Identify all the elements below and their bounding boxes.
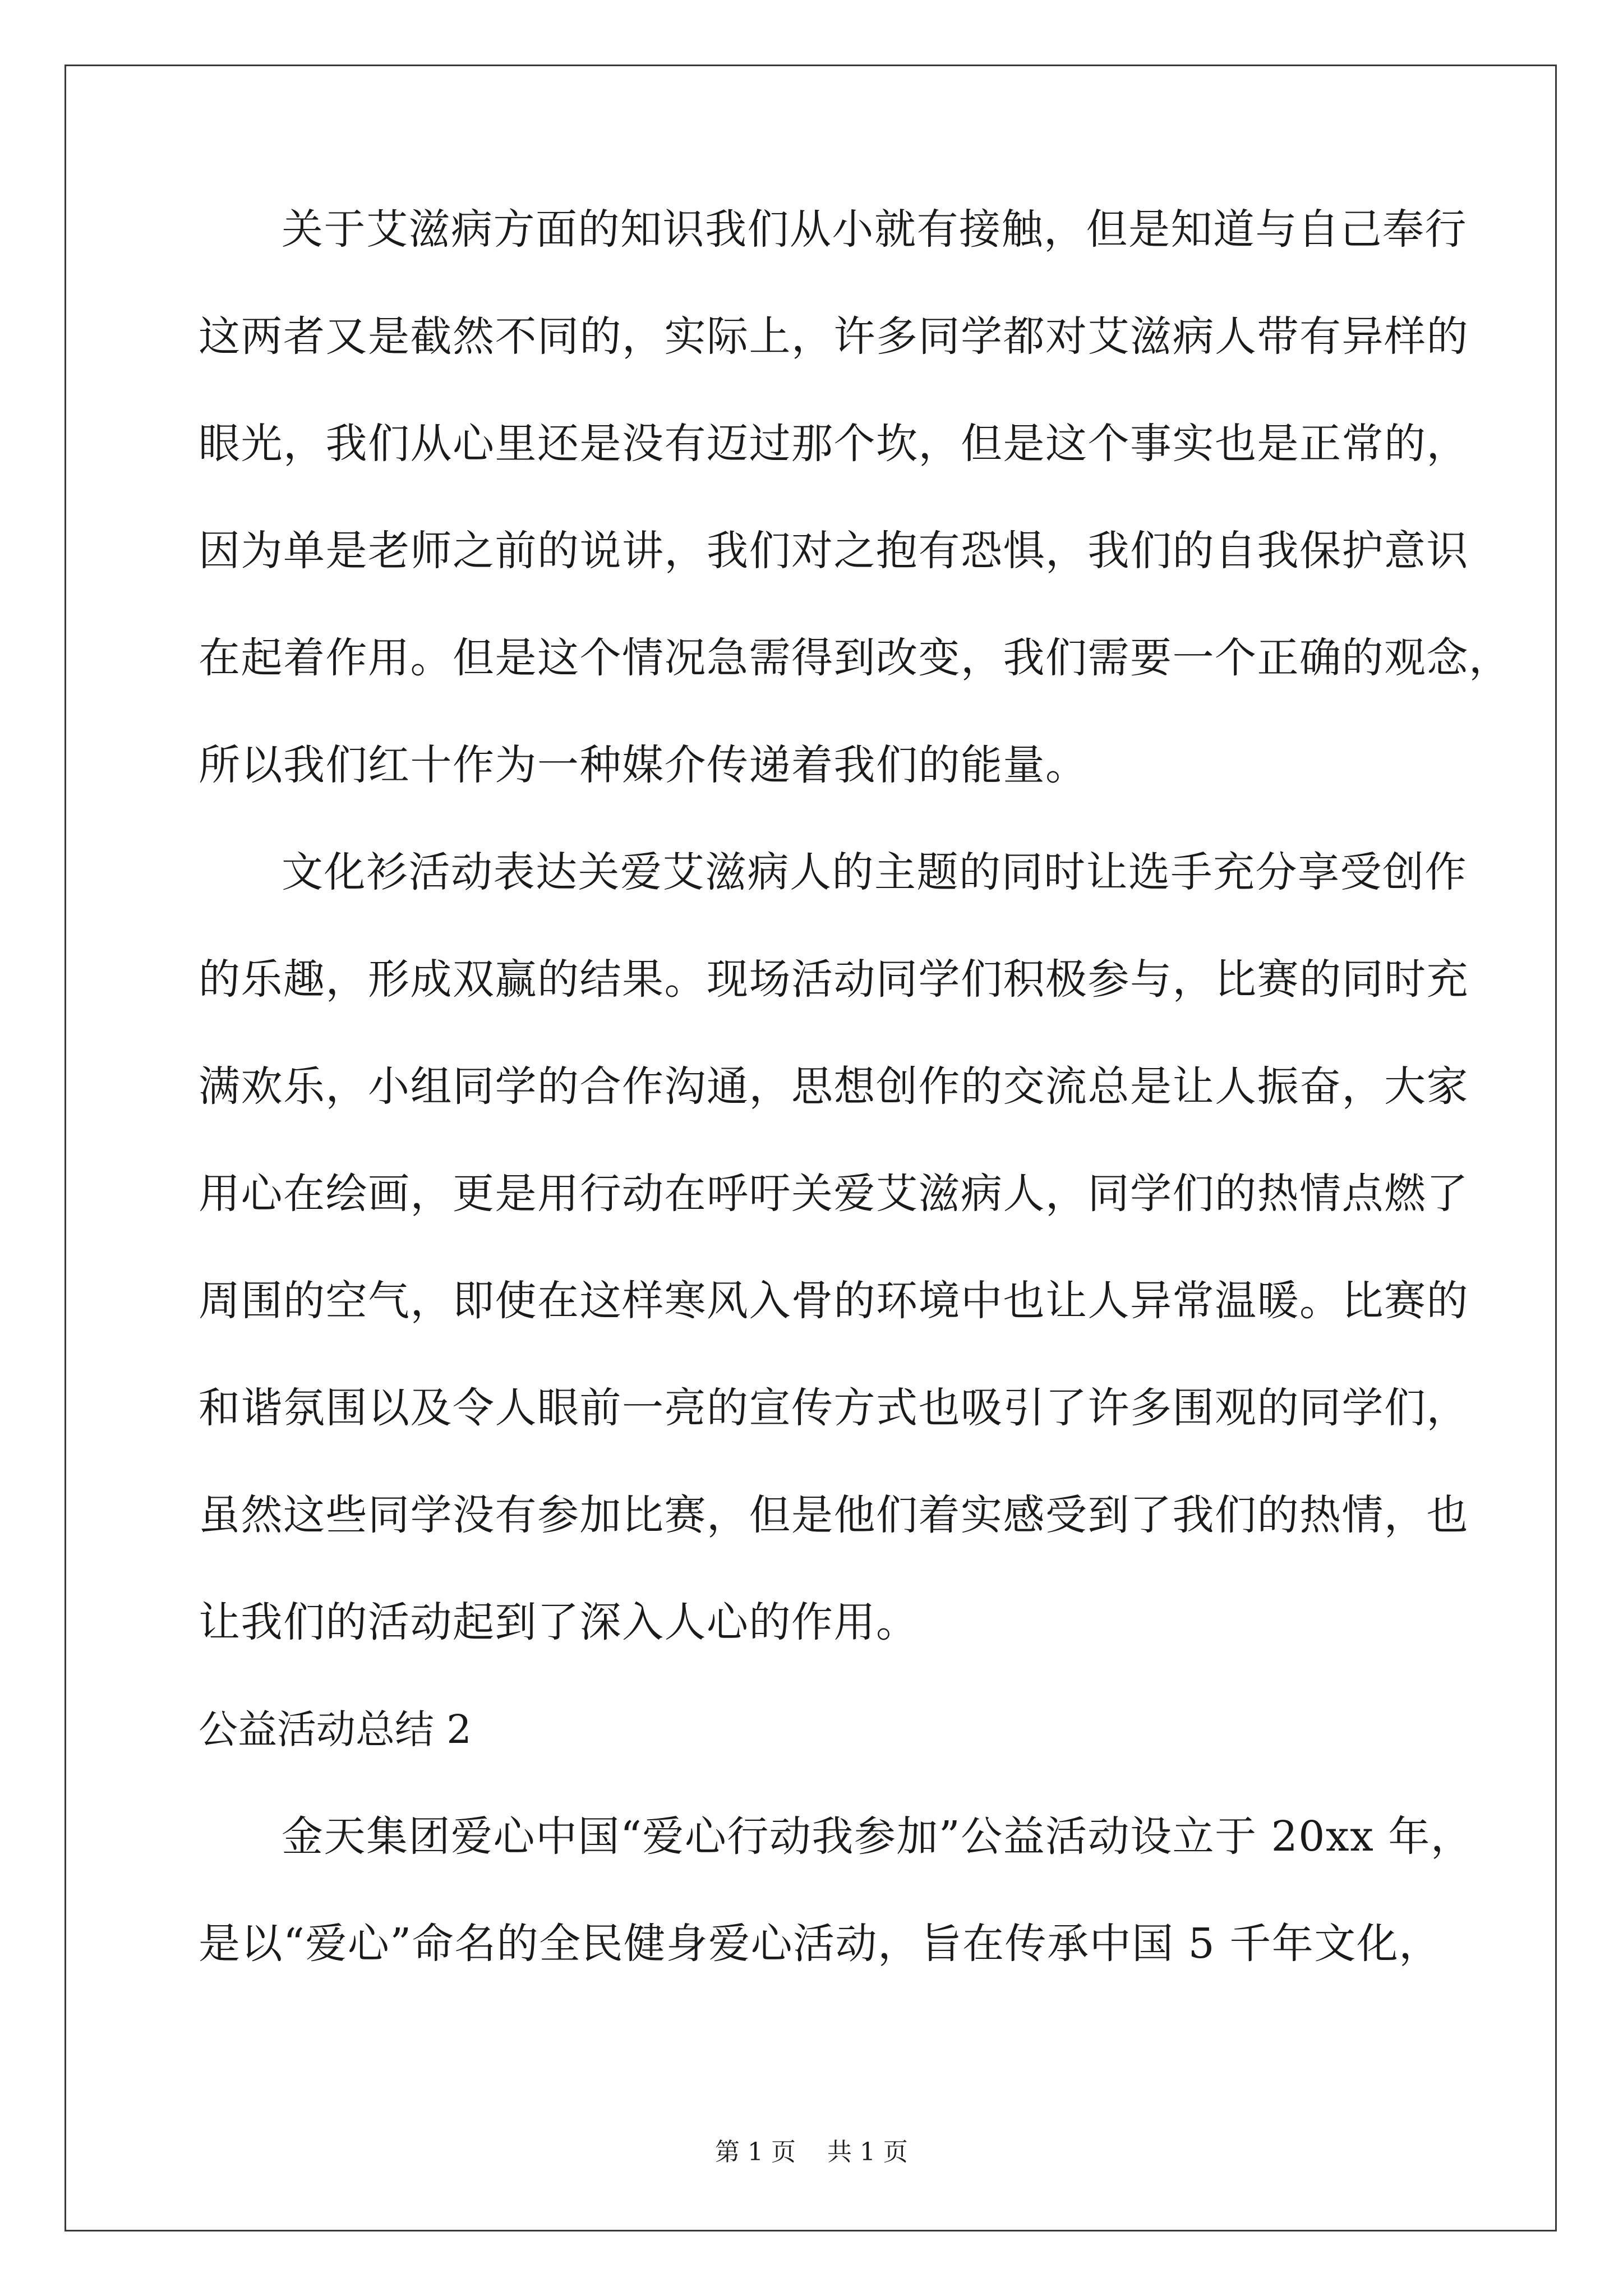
paragraph-1-line-3: 眼光，我们从心里还是没有迈过那个坎，但是这个事实也是正常的， (199, 420, 1469, 468)
section-heading: 公益活动总结 2 (199, 1706, 472, 1752)
paragraph-2-line-6: 和谐氛围以及令人眼前一亮的宣传方式也吸引了许多围观的同学们， (199, 1384, 1469, 1432)
paragraph-1-line-2: 这两者又是截然不同的，实际上，许多同学都对艾滋病人带有异样的 (199, 312, 1469, 361)
paragraph-2-line-4: 用心在绘画，更是用行动在呼吁关爱艾滋病人，同学们的热情点燃了 (199, 1170, 1469, 1218)
paragraph-2-line-5: 周围的空气，即使在这样寒风入骨的环境中也让人异常温暖。比赛的 (199, 1277, 1469, 1325)
paragraph-3-line-2: 是以“爱心”命名的全民健身爱心活动，旨在传承中国 5 千年文化， (199, 1920, 1441, 1968)
paragraph-2-line-8: 让我们的活动起到了深入人心的作用。 (199, 1598, 919, 1646)
page-footer: 第 1 页 共 1 页 (715, 2138, 908, 2166)
document-body (199, 205, 1511, 2030)
paragraph-2-line-1: 文化衫活动表达关爱艾滋病人的主题的同时让选手充分享受创作 (282, 848, 1467, 896)
paragraph-1-line-6: 所以我们红十作为一种媒介传递着我们的能量。 (199, 741, 1088, 789)
paragraph-3-line-1: 金天集团爱心中国“爱心行动我参加”公益活动设立于 20xx 年， (282, 1812, 1473, 1861)
paragraph-1-line-1: 关于艾滋病方面的知识我们从小就有接触，但是知道与自己奉行 (282, 205, 1467, 254)
paragraph-1-line-5: 在起着作用。但是这个情况急需得到改变，我们需要一个正确的观念， (199, 634, 1511, 682)
paragraph-1-line-4: 因为单是老师之前的说讲，我们对之抱有恐惧，我们的自我保护意识 (199, 527, 1469, 575)
paragraph-2-line-3: 满欢乐，小组同学的合作沟通，思想创作的交流总是让人振奋，大家 (199, 1062, 1469, 1111)
paragraph-2-line-7: 虽然这些同学没有参加比赛，但是他们着实感受到了我们的热情，也 (199, 1491, 1469, 1539)
paragraph-2-line-2: 的乐趣，形成双赢的结果。现场活动同学们积极参与，比赛的同时充 (199, 955, 1469, 1004)
